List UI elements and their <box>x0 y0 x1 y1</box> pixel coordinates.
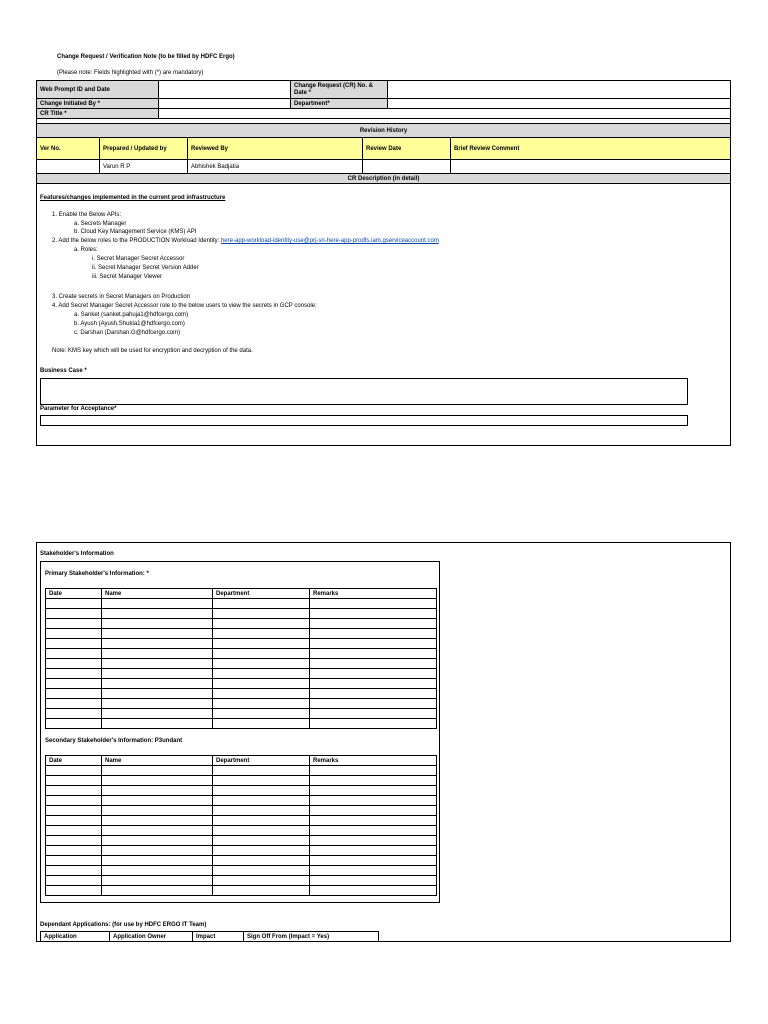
desc-item-2a: a. Roles: <box>74 247 98 253</box>
table-cell[interactable] <box>102 639 213 649</box>
table-row <box>46 629 437 639</box>
table-row <box>46 816 437 826</box>
table-cell[interactable] <box>46 826 102 836</box>
table-cell[interactable] <box>213 649 310 659</box>
table-cell[interactable] <box>46 806 102 816</box>
table-cell[interactable] <box>46 886 102 896</box>
table-cell[interactable] <box>46 629 102 639</box>
table-cell[interactable] <box>213 766 310 776</box>
business-case-field[interactable] <box>40 378 688 405</box>
table-cell[interactable] <box>310 786 437 796</box>
table-cell[interactable] <box>102 659 213 669</box>
dep-header-owner: Application Owner <box>110 932 193 942</box>
table-cell[interactable] <box>310 639 437 649</box>
table-row <box>46 709 437 719</box>
table-cell[interactable] <box>102 796 213 806</box>
table-row <box>46 776 437 786</box>
dep-header-signoff: Sign Off From (Impact = Yes) <box>244 932 379 942</box>
table-cell[interactable] <box>213 856 310 866</box>
desc-item-2a-iii: iii. Secret Manager Viewer <box>92 274 162 280</box>
secondary-header-name: Name <box>102 756 213 766</box>
document-title: Change Request / Verification Note (to be filled by HDFC Ergo) <box>57 54 235 60</box>
table-cell[interactable] <box>310 599 437 609</box>
table-row <box>46 796 437 806</box>
table-cell[interactable] <box>46 649 102 659</box>
table-cell[interactable] <box>46 619 102 629</box>
table-cell[interactable] <box>310 629 437 639</box>
cr-info-table <box>36 80 731 119</box>
table-cell[interactable] <box>213 866 310 876</box>
table-row <box>46 836 437 846</box>
table-cell[interactable] <box>102 826 213 836</box>
table-cell[interactable] <box>310 659 437 669</box>
table-cell[interactable] <box>46 856 102 866</box>
desc-item-2: 2. Add the below roles to the PRODUCTION Workload Identity: here-app-workload-identity-use@prj-sn-here-app-prodfs.iam.gserviceaccount.com <box>52 238 439 244</box>
table-cell[interactable] <box>46 659 102 669</box>
table-cell[interactable] <box>46 719 102 729</box>
table-cell[interactable] <box>46 836 102 846</box>
table-cell[interactable] <box>102 689 213 699</box>
primary-stakeholder-table <box>45 588 437 729</box>
table-cell[interactable] <box>310 679 437 689</box>
web-prompt-label: Web Prompt ID and Date <box>37 81 159 99</box>
table-cell[interactable] <box>310 846 437 856</box>
desc-item-2a-i: i. Secret Manager Secret Accessor <box>92 256 185 262</box>
desc-item-4: 4. Add Secret Manager Secret Accessor role to the below users to view the secrets in GCP console: <box>52 303 317 309</box>
table-cell[interactable] <box>213 669 310 679</box>
table-cell[interactable] <box>213 836 310 846</box>
table-cell[interactable] <box>46 796 102 806</box>
department-label: Department* <box>291 99 388 109</box>
table-cell[interactable] <box>213 796 310 806</box>
secondary-header-date: Date <box>46 756 102 766</box>
table-cell[interactable] <box>46 709 102 719</box>
acceptance-label: Parameter for Acceptance* <box>40 406 117 412</box>
workload-identity-link[interactable]: here-app-workload-identity-use@prj-sn-here-app-prodfs.iam.gserviceaccount.com <box>220 238 439 244</box>
table-cell[interactable] <box>310 836 437 846</box>
table-cell[interactable] <box>46 599 102 609</box>
primary-header-department: Department <box>213 589 310 599</box>
table-cell[interactable] <box>310 669 437 679</box>
rev-cell-comment[interactable] <box>451 160 731 174</box>
secondary-header-department: Department <box>213 756 310 766</box>
rev-header-comment: Brief Review Comment <box>451 138 731 160</box>
table-cell[interactable] <box>213 599 310 609</box>
table-cell[interactable] <box>102 816 213 826</box>
table-cell[interactable] <box>102 866 213 876</box>
table-cell[interactable] <box>310 866 437 876</box>
table-row <box>46 609 437 619</box>
dependant-title: Dependant Applications: (for use by HDFC ERGO IT Team) <box>40 922 207 928</box>
table-row <box>46 786 437 796</box>
table-row <box>46 689 437 699</box>
table-cell[interactable] <box>46 876 102 886</box>
table-cell[interactable] <box>213 659 310 669</box>
initiated-by-value[interactable] <box>159 99 291 109</box>
table-cell[interactable] <box>102 719 213 729</box>
kms-note: Note: KMS key which will be used for encryption and decryption of the data. <box>52 348 253 354</box>
desc-item-4b: b. Ayush (Ayush.Shukla1@hdfcergo.com) <box>74 321 185 327</box>
table-cell[interactable] <box>213 679 310 689</box>
table-cell[interactable] <box>102 629 213 639</box>
table-cell[interactable] <box>213 886 310 896</box>
table-cell[interactable] <box>213 816 310 826</box>
table-cell[interactable] <box>102 619 213 629</box>
table-cell[interactable] <box>213 776 310 786</box>
rev-cell-ver[interactable] <box>37 160 100 174</box>
table-cell[interactable] <box>102 609 213 619</box>
table-cell[interactable] <box>102 776 213 786</box>
table-cell[interactable] <box>310 709 437 719</box>
table-cell[interactable] <box>213 709 310 719</box>
table-row <box>46 659 437 669</box>
primary-header-date: Date <box>46 589 102 599</box>
table-cell[interactable] <box>310 816 437 826</box>
table-cell[interactable] <box>310 719 437 729</box>
table-cell[interactable] <box>46 866 102 876</box>
table-cell[interactable] <box>310 826 437 836</box>
table-cell[interactable] <box>310 806 437 816</box>
table-row <box>46 766 437 776</box>
table-row <box>46 649 437 659</box>
table-cell[interactable] <box>310 876 437 886</box>
table-cell[interactable] <box>102 766 213 776</box>
table-cell[interactable] <box>102 876 213 886</box>
web-prompt-value[interactable] <box>159 81 291 99</box>
table-cell[interactable] <box>310 796 437 806</box>
rev-header-reviewed: Reviewed By <box>188 138 363 160</box>
table-row <box>46 846 437 856</box>
cr-no-value[interactable] <box>388 81 731 99</box>
table-cell[interactable] <box>102 806 213 816</box>
table-row <box>46 639 437 649</box>
table-cell[interactable] <box>213 629 310 639</box>
table-cell[interactable] <box>213 806 310 816</box>
table-row <box>46 806 437 816</box>
table-cell[interactable] <box>46 639 102 649</box>
table-cell[interactable] <box>102 886 213 896</box>
business-case-label: Business Case * <box>40 368 87 374</box>
table-cell[interactable] <box>310 699 437 709</box>
table-cell[interactable] <box>102 856 213 866</box>
table-row <box>46 699 437 709</box>
dep-header-impact: Impact <box>193 932 244 942</box>
rev-cell-date[interactable] <box>363 160 451 174</box>
table-cell[interactable] <box>46 669 102 679</box>
table-cell[interactable] <box>213 609 310 619</box>
table-row <box>46 876 437 886</box>
table-row <box>46 719 437 729</box>
mandatory-note: (Please note: Fields highlighted with (*) are mandatory) <box>57 70 204 76</box>
primary-header-name: Name <box>102 589 213 599</box>
table-cell[interactable] <box>213 619 310 629</box>
table-cell[interactable] <box>213 699 310 709</box>
rev-header-prepared: Prepared / Updated by <box>100 138 188 160</box>
table-cell[interactable] <box>213 826 310 836</box>
acceptance-field[interactable] <box>40 415 688 426</box>
table-cell[interactable] <box>310 609 437 619</box>
table-cell[interactable] <box>310 619 437 629</box>
dep-header-application: Application <box>41 932 110 942</box>
table-cell[interactable] <box>310 856 437 866</box>
secondary-stakeholder-table <box>45 755 437 896</box>
table-cell[interactable] <box>102 649 213 659</box>
table-row <box>46 856 437 866</box>
table-cell[interactable] <box>46 766 102 776</box>
desc-item-1a: a. Secrets Manager <box>74 221 127 227</box>
table-cell[interactable] <box>102 699 213 709</box>
initiated-by-label: Change Initiated By * <box>37 99 159 109</box>
table-cell[interactable] <box>46 776 102 786</box>
table-cell[interactable] <box>46 689 102 699</box>
table-row <box>46 619 437 629</box>
secondary-stakeholder-title: Secondary Stakeholder's Information: P3undant <box>45 738 183 744</box>
table-row <box>46 886 437 896</box>
table-cell[interactable] <box>102 599 213 609</box>
table-cell[interactable] <box>102 846 213 856</box>
table-cell[interactable] <box>102 709 213 719</box>
rev-cell-reviewed[interactable]: Abhishek Badjatia <box>188 160 363 174</box>
table-cell[interactable] <box>102 836 213 846</box>
table-cell[interactable] <box>46 679 102 689</box>
primary-header-remarks: Remarks <box>310 589 437 599</box>
table-cell[interactable] <box>102 786 213 796</box>
revision-history-title: Revision History <box>37 124 731 138</box>
desc-item-4a: a. Sanket (sanket.pahuja1@hdfcergo.com) <box>74 312 189 318</box>
revision-history-table <box>36 123 731 184</box>
table-cell[interactable] <box>310 776 437 786</box>
features-heading: Features/changes implemented in the current prod infrastructure <box>40 195 226 201</box>
table-cell[interactable] <box>46 846 102 856</box>
desc-item-1b: b. Cloud Key Management Service (KMS) API <box>74 229 197 235</box>
table-cell[interactable] <box>46 609 102 619</box>
rev-header-ver: Ver No. <box>37 138 100 160</box>
primary-stakeholder-title: Primary Stakeholder's Information: * <box>45 571 149 577</box>
stakeholder-title: Stakeholder's Information <box>40 551 114 557</box>
dependant-table <box>40 931 379 942</box>
table-cell[interactable] <box>46 699 102 709</box>
table-cell[interactable] <box>46 816 102 826</box>
table-row <box>46 599 437 609</box>
desc-item-3: 3. Create secrets in Secret Managers on Production <box>52 294 191 300</box>
table-cell[interactable] <box>102 669 213 679</box>
department-value[interactable] <box>388 99 731 109</box>
table-cell[interactable] <box>213 719 310 729</box>
table-row <box>46 679 437 689</box>
rev-header-date: Review Date <box>363 138 451 160</box>
cr-title-label: CR Title * <box>37 109 159 119</box>
table-cell[interactable] <box>213 689 310 699</box>
cr-title-value[interactable] <box>159 109 731 119</box>
table-cell[interactable] <box>213 846 310 856</box>
secondary-header-remarks: Remarks <box>310 756 437 766</box>
desc-item-1: 1. Enable the Below APIs: <box>52 212 122 218</box>
rev-cell-prepared[interactable]: Varun R P <box>100 160 188 174</box>
cr-no-label: Change Request (CR) No. & Date * <box>291 81 388 99</box>
desc-item-4c: c. Darshan (Darshan.G@hdfcergo.com) <box>74 330 181 336</box>
table-cell[interactable] <box>310 649 437 659</box>
table-cell[interactable] <box>310 886 437 896</box>
table-cell[interactable] <box>102 679 213 689</box>
table-row <box>46 826 437 836</box>
cr-description-title: CR Description (in detail) <box>37 174 731 184</box>
table-cell[interactable] <box>46 786 102 796</box>
table-cell[interactable] <box>310 689 437 699</box>
table-cell[interactable] <box>310 766 437 776</box>
table-cell[interactable] <box>213 876 310 886</box>
desc-item-2a-ii: ii. Secret Manager Secret Version Adder <box>92 265 199 271</box>
table-row <box>46 669 437 679</box>
table-row <box>46 866 437 876</box>
table-cell[interactable] <box>213 786 310 796</box>
table-cell[interactable] <box>213 639 310 649</box>
